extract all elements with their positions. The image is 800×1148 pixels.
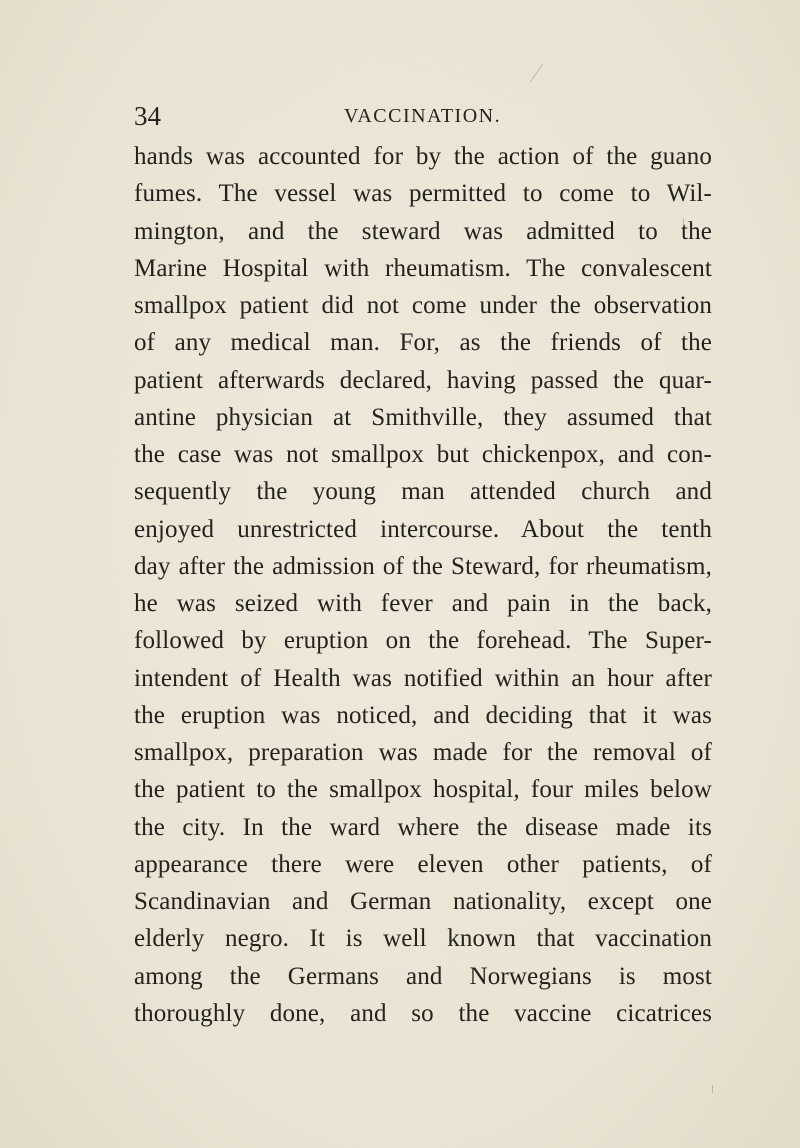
text-line: mington, and the steward was admitted to the [134, 217, 712, 245]
text-line: of any medical man. For, as the friends of the [134, 329, 712, 357]
paper-speck [683, 218, 684, 227]
text-line: smallpox patient did not come under the observation [134, 292, 712, 319]
text-line: sequently the young man attended church and [134, 478, 712, 506]
paper-speck [712, 1085, 713, 1093]
text-line: antine physician at Smithville, they assumed that [134, 403, 712, 431]
text-line: the patient to the smallpox hospital, four miles below [134, 776, 712, 804]
text-line: elderly negro. It is well known that vaccination [134, 925, 712, 953]
body-text [134, 138, 712, 1032]
running-title: VACCINATION. [344, 105, 502, 127]
text-line: Marine Hospital with rheumatism. The convalescent [134, 254, 712, 282]
text-line: the city. In the ward where the disease made its [134, 813, 712, 841]
text-line: patient afterwards declared, having passed the quar- [134, 366, 712, 394]
text-line: enjoyed unrestricted intercourse. About the tenth [134, 515, 712, 543]
text-line: thoroughly done, and so the vaccine cicatrices [134, 999, 712, 1027]
paper-speck [530, 64, 543, 83]
running-head [134, 98, 712, 138]
text-line: the eruption was noticed, and deciding that it was [134, 701, 712, 729]
text-line: intendent of Health was notified within an hour after [134, 664, 712, 692]
text-line: smallpox, preparation was made for the removal of [134, 739, 712, 766]
text-line: among the Germans and Norwegians is most [134, 962, 712, 990]
text-line: Scandinavian and German nationality, except one [134, 888, 712, 915]
text-line: he was seized with fever and pain in the back, [134, 590, 712, 617]
text-line: hands was accounted for by the action of the guano [134, 143, 712, 170]
page-number: 34 [134, 101, 161, 131]
text-line: fumes. The vessel was permitted to come to Wil- [134, 180, 712, 208]
text-line: day after the admission of the Steward, for rheumatism, [134, 552, 712, 580]
text-line: followed by eruption on the forehead. The Super- [134, 627, 712, 655]
text-line: appearance there were eleven other patients, of [134, 850, 712, 878]
text-line: the case was not smallpox but chickenpox, and con- [134, 441, 712, 468]
